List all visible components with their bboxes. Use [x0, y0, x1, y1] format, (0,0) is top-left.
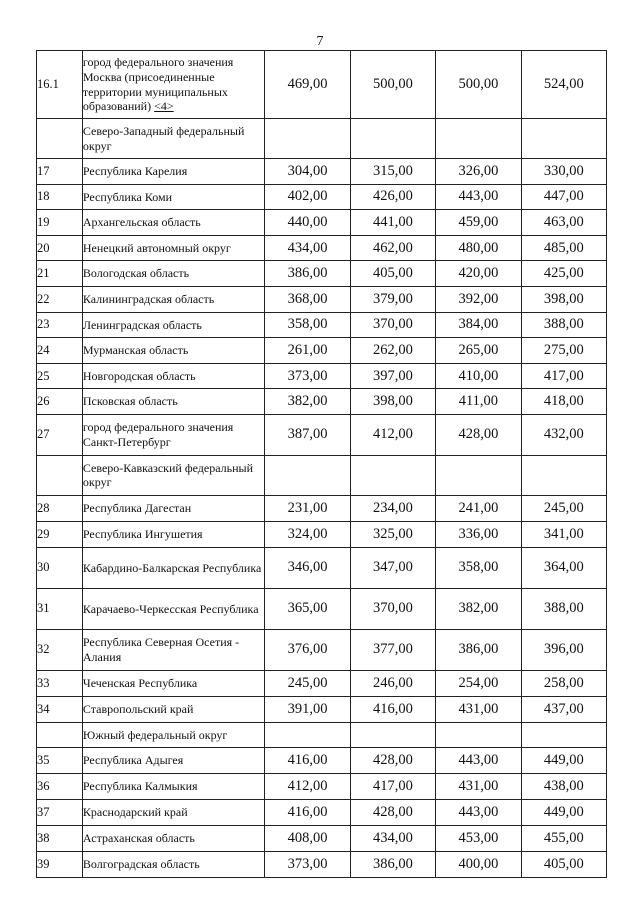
value-cell: 400,00 — [436, 851, 521, 877]
row-number: 30 — [37, 547, 83, 588]
value-cell: 386,00 — [350, 851, 435, 877]
region-name: Новгородская область — [82, 363, 265, 389]
table-row — [37, 773, 607, 799]
value-cell: 412,00 — [265, 773, 350, 799]
value-cell: 411,00 — [436, 389, 521, 415]
value-cell: 418,00 — [521, 389, 606, 415]
table-row — [37, 521, 607, 547]
value-cell: 398,00 — [350, 389, 435, 415]
value-cell: 246,00 — [350, 670, 435, 696]
value-cell — [436, 119, 521, 159]
region-name: Республика Карелия — [82, 159, 265, 185]
value-cell: 387,00 — [265, 414, 350, 455]
value-cell: 315,00 — [350, 159, 435, 185]
value-cell: 434,00 — [350, 825, 435, 851]
value-cell: 416,00 — [265, 747, 350, 773]
row-number: 38 — [37, 825, 83, 851]
value-cell: 437,00 — [521, 696, 606, 722]
row-number: 16.1 — [37, 51, 83, 119]
region-name — [82, 51, 265, 119]
value-cell: 231,00 — [265, 495, 350, 521]
value-cell: 459,00 — [436, 210, 521, 236]
value-cell: 416,00 — [265, 799, 350, 825]
value-cell — [350, 119, 435, 159]
value-cell: 370,00 — [350, 312, 435, 338]
value-cell: 330,00 — [521, 159, 606, 185]
value-cell: 405,00 — [521, 851, 606, 877]
table-row — [37, 588, 607, 629]
value-cell: 386,00 — [436, 629, 521, 670]
value-cell: 325,00 — [350, 521, 435, 547]
value-cell: 524,00 — [521, 51, 606, 119]
region-name: Республика Адыгея — [82, 747, 265, 773]
value-cell: 346,00 — [265, 547, 350, 588]
region-name: Республика Северная Осетия - Алания — [82, 629, 265, 670]
value-cell: 412,00 — [350, 414, 435, 455]
section-title: Северо-Кавказский федеральный округ — [82, 455, 265, 495]
row-number: 22 — [37, 286, 83, 312]
region-name: Псковская область — [82, 389, 265, 415]
row-number: 21 — [37, 261, 83, 287]
value-cell: 324,00 — [265, 521, 350, 547]
row-number: 39 — [37, 851, 83, 877]
value-cell: 449,00 — [521, 799, 606, 825]
table-row — [37, 235, 607, 261]
region-name: Мурманская область — [82, 338, 265, 364]
value-cell — [265, 722, 350, 747]
value-cell: 245,00 — [265, 670, 350, 696]
table-row — [37, 184, 607, 210]
region-name: Республика Коми — [82, 184, 265, 210]
table-row — [37, 825, 607, 851]
value-cell: 469,00 — [265, 51, 350, 119]
table-row — [37, 51, 607, 119]
value-cell: 365,00 — [265, 588, 350, 629]
section-row — [37, 455, 607, 495]
value-cell: 241,00 — [436, 495, 521, 521]
value-cell: 443,00 — [436, 799, 521, 825]
table-row — [37, 363, 607, 389]
value-cell: 431,00 — [436, 696, 521, 722]
row-number: 32 — [37, 629, 83, 670]
value-cell: 434,00 — [265, 235, 350, 261]
value-cell: 275,00 — [521, 338, 606, 364]
table-row — [37, 414, 607, 455]
value-cell: 370,00 — [350, 588, 435, 629]
region-name: Архангельская область — [82, 210, 265, 236]
region-name-text: город федерального значения Москва (присоединенные территории муниципальных образований) — [82, 55, 234, 114]
region-name: Волгоградская область — [82, 851, 265, 877]
value-cell: 417,00 — [350, 773, 435, 799]
row-number: 20 — [37, 235, 83, 261]
row-number: 35 — [37, 747, 83, 773]
page-number: 7 — [316, 34, 324, 49]
value-cell: 500,00 — [436, 51, 521, 119]
value-cell — [521, 722, 606, 747]
row-number: 28 — [37, 495, 83, 521]
region-name: Краснодарский край — [82, 799, 265, 825]
value-cell: 336,00 — [436, 521, 521, 547]
value-cell: 405,00 — [350, 261, 435, 287]
row-number: 33 — [37, 670, 83, 696]
value-cell: 364,00 — [521, 547, 606, 588]
region-name: Чеченская Республика — [82, 670, 265, 696]
value-cell — [436, 455, 521, 495]
row-number: 29 — [37, 521, 83, 547]
table-row — [37, 696, 607, 722]
table-row — [37, 747, 607, 773]
table-row — [37, 389, 607, 415]
row-number — [37, 455, 83, 495]
value-cell: 377,00 — [350, 629, 435, 670]
value-cell: 373,00 — [265, 851, 350, 877]
row-number: 23 — [37, 312, 83, 338]
value-cell: 397,00 — [350, 363, 435, 389]
table-row — [37, 338, 607, 364]
table-row — [37, 851, 607, 877]
value-cell: 420,00 — [436, 261, 521, 287]
value-cell: 382,00 — [265, 389, 350, 415]
value-cell: 449,00 — [521, 747, 606, 773]
region-name: Калининградская область — [82, 286, 265, 312]
row-number: 37 — [37, 799, 83, 825]
value-cell: 398,00 — [521, 286, 606, 312]
value-cell: 258,00 — [521, 670, 606, 696]
region-name: Республика Калмыкия — [82, 773, 265, 799]
value-cell: 388,00 — [521, 588, 606, 629]
table-row — [37, 670, 607, 696]
value-cell: 447,00 — [521, 184, 606, 210]
value-cell: 426,00 — [350, 184, 435, 210]
value-cell: 428,00 — [350, 799, 435, 825]
value-cell: 402,00 — [265, 184, 350, 210]
region-name: Ненецкий автономный округ — [82, 235, 265, 261]
section-title: Северо-Западный федеральный округ — [82, 119, 265, 159]
value-cell: 245,00 — [521, 495, 606, 521]
value-cell: 410,00 — [436, 363, 521, 389]
price-table — [36, 50, 607, 878]
region-name: Карачаево-Черкесская Республика — [82, 588, 265, 629]
row-number — [37, 119, 83, 159]
value-cell — [265, 455, 350, 495]
row-number: 31 — [37, 588, 83, 629]
value-cell: 441,00 — [350, 210, 435, 236]
region-name: Республика Ингушетия — [82, 521, 265, 547]
value-cell: 425,00 — [521, 261, 606, 287]
region-name: Кабардино-Балкарская Республика — [82, 547, 265, 588]
table-row — [37, 159, 607, 185]
value-cell: 428,00 — [350, 747, 435, 773]
value-cell: 234,00 — [350, 495, 435, 521]
value-cell: 261,00 — [265, 338, 350, 364]
region-name: Ставропольский край — [82, 696, 265, 722]
table-row — [37, 629, 607, 670]
value-cell: 254,00 — [436, 670, 521, 696]
value-cell: 386,00 — [265, 261, 350, 287]
value-cell — [521, 455, 606, 495]
value-cell: 417,00 — [521, 363, 606, 389]
table-row — [37, 547, 607, 588]
value-cell: 500,00 — [350, 51, 435, 119]
value-cell: 358,00 — [436, 547, 521, 588]
value-cell: 382,00 — [436, 588, 521, 629]
value-cell: 379,00 — [350, 286, 435, 312]
value-cell: 388,00 — [521, 312, 606, 338]
value-cell — [350, 455, 435, 495]
row-number: 24 — [37, 338, 83, 364]
value-cell: 431,00 — [436, 773, 521, 799]
value-cell: 443,00 — [436, 747, 521, 773]
region-name: город федерального значения Санкт-Петербург — [82, 414, 265, 455]
value-cell — [265, 119, 350, 159]
value-cell: 304,00 — [265, 159, 350, 185]
table-row — [37, 210, 607, 236]
table-row — [37, 799, 607, 825]
value-cell — [521, 119, 606, 159]
table-row — [37, 261, 607, 287]
row-number: 25 — [37, 363, 83, 389]
table-row — [37, 495, 607, 521]
value-cell — [350, 722, 435, 747]
region-name: Республика Дагестан — [82, 495, 265, 521]
value-cell: 384,00 — [436, 312, 521, 338]
value-cell: 485,00 — [521, 235, 606, 261]
value-cell — [436, 722, 521, 747]
row-number: 18 — [37, 184, 83, 210]
row-number — [37, 722, 83, 747]
region-name: Вологодская область — [82, 261, 265, 287]
value-cell: 440,00 — [265, 210, 350, 236]
table-row — [37, 286, 607, 312]
value-cell: 391,00 — [265, 696, 350, 722]
row-number: 36 — [37, 773, 83, 799]
footnote-link[interactable]: <4> — [154, 99, 174, 114]
value-cell: 416,00 — [350, 696, 435, 722]
value-cell: 438,00 — [521, 773, 606, 799]
value-cell: 326,00 — [436, 159, 521, 185]
value-cell: 358,00 — [265, 312, 350, 338]
row-number: 19 — [37, 210, 83, 236]
value-cell: 347,00 — [350, 547, 435, 588]
section-row — [37, 119, 607, 159]
value-cell: 408,00 — [265, 825, 350, 851]
row-number: 34 — [37, 696, 83, 722]
value-cell: 428,00 — [436, 414, 521, 455]
value-cell: 373,00 — [265, 363, 350, 389]
region-name: Астраханская область — [82, 825, 265, 851]
row-number: 26 — [37, 389, 83, 415]
row-number: 27 — [37, 414, 83, 455]
value-cell: 392,00 — [436, 286, 521, 312]
value-cell: 443,00 — [436, 184, 521, 210]
value-cell: 396,00 — [521, 629, 606, 670]
value-cell: 368,00 — [265, 286, 350, 312]
value-cell: 262,00 — [350, 338, 435, 364]
value-cell: 432,00 — [521, 414, 606, 455]
value-cell: 376,00 — [265, 629, 350, 670]
row-number: 17 — [37, 159, 83, 185]
section-row — [37, 722, 607, 747]
value-cell: 341,00 — [521, 521, 606, 547]
value-cell: 265,00 — [436, 338, 521, 364]
region-name: Ленинградская область — [82, 312, 265, 338]
table-row — [37, 312, 607, 338]
value-cell: 453,00 — [436, 825, 521, 851]
value-cell: 463,00 — [521, 210, 606, 236]
value-cell: 480,00 — [436, 235, 521, 261]
value-cell: 455,00 — [521, 825, 606, 851]
section-title: Южный федеральный округ — [82, 722, 265, 747]
value-cell: 462,00 — [350, 235, 435, 261]
